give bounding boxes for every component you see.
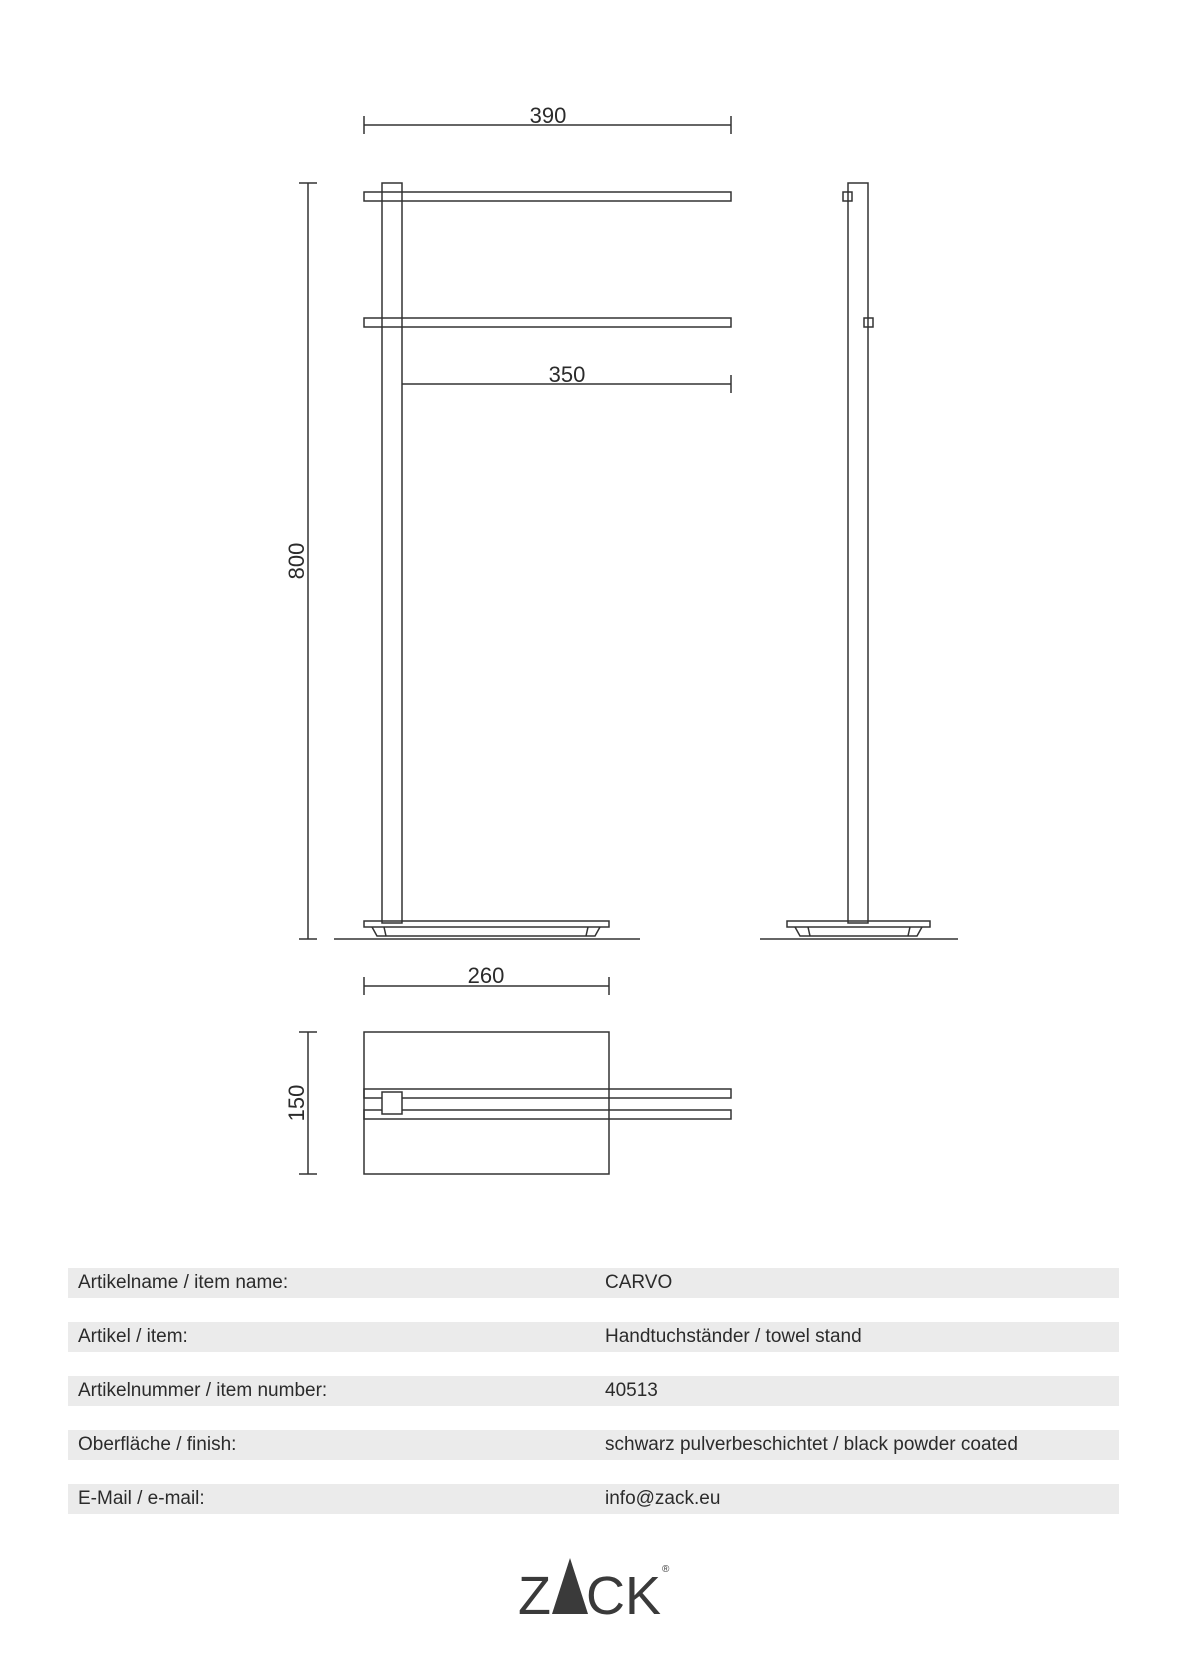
dim-overall-width: 390: [529, 103, 567, 128]
spec-row-item: [68, 1322, 1119, 1352]
logo-letters-right: CK: [586, 1566, 662, 1624]
spec-label: E-Mail / e-mail:: [78, 1488, 205, 1509]
dim-base-width: 260: [467, 963, 505, 988]
spec-value: Handtuchständer / towel stand: [605, 1326, 862, 1347]
registered-mark: ®: [662, 1564, 670, 1575]
spec-value: CARVO: [605, 1272, 673, 1293]
front-post: [382, 183, 402, 923]
spec-table: [68, 1268, 1119, 1538]
dim-height: 800: [284, 542, 309, 580]
spec-label: Oberfläche / finish:: [78, 1434, 237, 1455]
spec-value: info@zack.eu: [605, 1488, 721, 1509]
spec-row-item-number: [68, 1376, 1119, 1406]
spec-row-email: [68, 1484, 1119, 1514]
spec-value: schwarz pulverbeschichtet / black powder coated: [605, 1434, 1018, 1455]
zack-logo: [516, 1552, 676, 1624]
front-top-bar: [364, 192, 731, 201]
logo-triangle-icon: [552, 1558, 588, 1614]
spec-label: Artikelname / item name:: [78, 1272, 289, 1293]
top-view: [364, 1032, 731, 1174]
spec-label: Artikel / item:: [78, 1326, 188, 1347]
front-base: [334, 921, 640, 939]
dim-bar-length: 350: [548, 362, 586, 387]
spec-row-item-name: [68, 1268, 1119, 1298]
dim-base-depth: 150: [284, 1084, 309, 1122]
front-middle-bar: [364, 318, 731, 327]
spec-row-finish: [68, 1430, 1119, 1460]
side-view: [760, 183, 958, 939]
logo-letters-left: Z: [518, 1566, 551, 1624]
spec-label: Artikelnummer / item number:: [78, 1380, 328, 1401]
spec-value: 40513: [605, 1380, 658, 1401]
